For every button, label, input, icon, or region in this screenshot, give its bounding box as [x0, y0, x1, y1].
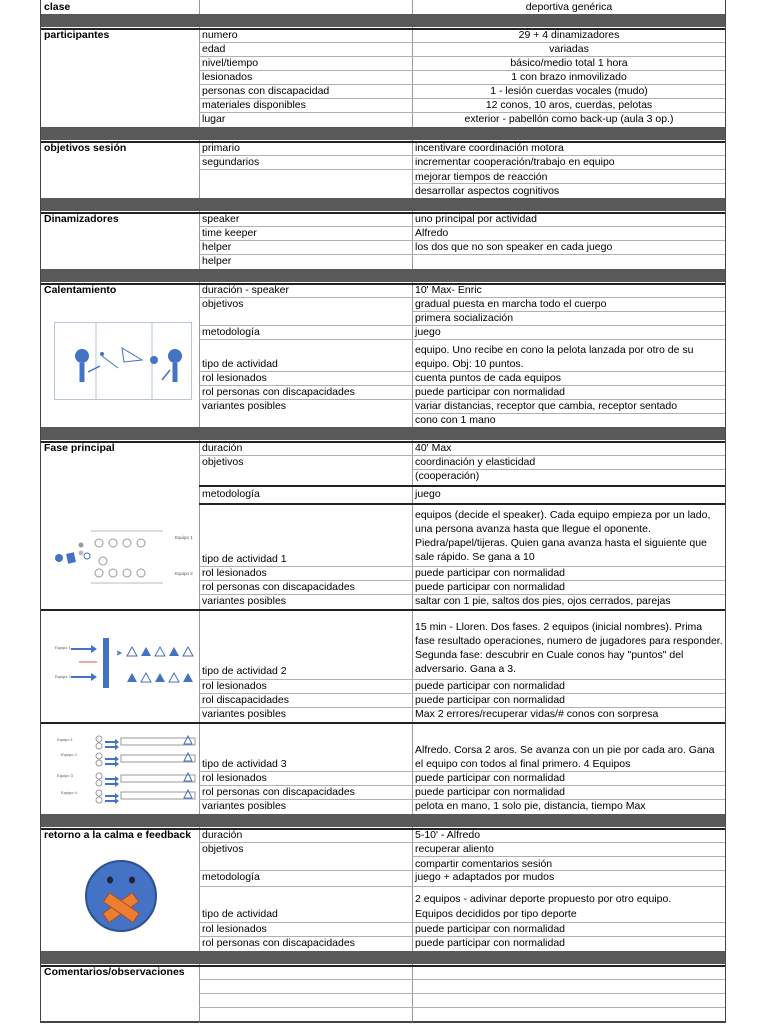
field-value: equipo. Uno recibe en cono la pelota lanzada por otro de su equipo. Obj: 10 puntos. — [415, 344, 694, 370]
field-label: rol lesionados — [202, 923, 267, 935]
field-label: lugar — [202, 113, 226, 125]
field-value: compartir comentarios sesión — [415, 858, 553, 870]
field-value: 1 con brazo inmovilizado — [511, 71, 627, 83]
field-label: speaker — [202, 213, 240, 225]
field-label: metodología — [202, 326, 260, 338]
section-title: Calentamiento — [44, 284, 117, 296]
field-value: los dos que no son speaker en cada juego — [415, 241, 613, 253]
field-value: 15 min - Lloren. Dos fases. 2 equipos (inicial nombres). Prima fase resultado operaciones, numero de jugadores para responder. Segunda fase: descubrir en Cuale conos hay "puntos" del adversario. Gana a 3. — [415, 621, 723, 675]
field-label: rol lesionados — [202, 372, 267, 384]
field-label: time keeper — [202, 227, 257, 239]
field-value: variar distancias, receptor que cambia, receptor sentado — [415, 400, 678, 412]
field-label: tipo de actividad 3 — [202, 758, 287, 770]
field-label: edad — [202, 43, 226, 55]
activity3-diagram — [55, 732, 199, 804]
field-value: cono con 1 mano — [415, 414, 496, 426]
field-value: primera socialización — [415, 312, 514, 324]
field-label: rol personas con discapacidades — [202, 786, 355, 798]
field-value: puede participar con normalidad — [415, 786, 566, 798]
field-value: coordinación y elasticidad — [415, 456, 536, 468]
field-value: Equipos decididos por tipo deporte — [415, 908, 577, 920]
field-label: rol discapacidades — [202, 694, 289, 706]
field-value: juego — [415, 326, 441, 338]
field-label: objetivos — [202, 456, 244, 468]
field-value: 2 equipos - adivinar deporte propuesto por otro equipo. — [415, 893, 672, 905]
player-figure — [168, 349, 182, 363]
section-title: Dinamizadores — [44, 213, 119, 225]
mute-face-icon — [83, 858, 159, 934]
player-icon — [55, 554, 63, 562]
player-figure — [75, 349, 89, 363]
field-label: metodología — [202, 871, 260, 883]
session-plan-sheet — [40, 0, 726, 1023]
arrow-icon — [71, 673, 97, 681]
field-value: puede participar con normalidad — [415, 772, 566, 784]
section-band — [41, 951, 725, 964]
diagram-label: Equipo 4 — [61, 790, 77, 795]
field-label: variantes posibles — [202, 708, 287, 720]
section-title: clase — [44, 1, 71, 13]
diagram-label: Equipo 3 — [57, 773, 73, 778]
section-band — [41, 814, 725, 827]
activity2-diagram — [53, 636, 197, 690]
field-value: variadas — [549, 43, 589, 55]
field-value: puede participar con normalidad — [415, 923, 566, 935]
field-label: materiales disponibles — [202, 99, 306, 111]
field-value: 5-10' - Alfredo — [415, 829, 481, 841]
field-value: 12 conos, 10 aros, cuerdas, pelotas — [485, 99, 653, 111]
field-value: puede participar con normalidad — [415, 581, 566, 593]
field-value: mejorar tiempos de reacción — [415, 171, 548, 183]
field-label: personas con discapacidad — [202, 85, 330, 97]
field-label: lesionados — [202, 71, 253, 83]
field-value: 40' Max — [415, 442, 452, 454]
field-value: Max 2 errores/recuperar vidas/# conos con sorpresa — [415, 708, 659, 720]
field-label: rol lesionados — [202, 772, 267, 784]
section-title: participantes — [44, 29, 110, 41]
field-label: variantes posibles — [202, 595, 287, 607]
field-label: primario — [202, 142, 240, 154]
section-title: retorno a la calma e feedback — [44, 829, 192, 841]
field-label: rol lesionados — [202, 567, 267, 579]
section-band — [41, 14, 725, 27]
field-value: uno principal por actividad — [415, 213, 537, 225]
clase-row — [41, 0, 725, 14]
field-label: rol personas con discapacidades — [202, 937, 355, 949]
field-value: juego + adaptados por mudos — [415, 871, 555, 883]
field-label: duración — [202, 442, 243, 454]
field-value: Alfredo. Corsa 2 aros. Se avanza con un pie por cada aro. Gana el equipo con todos al final primero. 4 Equipos — [415, 744, 715, 770]
field-value: básico/medio total 1 hora — [510, 57, 628, 69]
field-value: puede participar con normalidad — [415, 386, 566, 398]
field-value: recuperar aliento — [415, 843, 494, 855]
field-label: tipo de actividad — [202, 908, 278, 920]
field-value: (cooperación) — [415, 470, 480, 482]
field-value: pelota en mano, 1 solo pie, distancia, tiempo Max — [415, 800, 646, 812]
field-value: exterior - pabellón como back-up (aula 3 op.) — [464, 113, 674, 125]
field-value: equipos (decide el speaker). Cada equipo empieza por un lado, una persona avanza hasta que llegue el oponente. Piedra/papel/tijeras. Quien gana avanza hasta el siguiente que sale rápido. Se gana a 10 — [415, 509, 711, 563]
field-label: helper — [202, 241, 232, 253]
field-label: tipo de actividad 1 — [202, 553, 287, 565]
field-value: puede participar con normalidad — [415, 680, 566, 692]
clase-value: deportiva genérica — [525, 1, 613, 13]
field-value: juego — [415, 488, 441, 500]
field-label: helper — [202, 255, 232, 267]
field-value: incrementar cooperación/trabajo en equipo — [415, 156, 615, 168]
field-label: metodología — [202, 488, 260, 500]
field-value: puede participar con normalidad — [415, 937, 566, 949]
diagram-label: Equipo 2 — [55, 674, 71, 679]
diagram-label: Equipo 1 — [175, 535, 193, 540]
field-label: numero — [202, 29, 238, 41]
field-label: objetivos — [202, 843, 244, 855]
diagram-label: Equipo 2 — [175, 571, 193, 576]
section-band — [41, 427, 725, 440]
field-value: Alfredo — [415, 227, 449, 239]
diagram-label: Equipo 2 — [61, 752, 77, 757]
field-value: puede participar con normalidad — [415, 694, 566, 706]
field-value: puede participar con normalidad — [415, 567, 566, 579]
field-label: tipo de actividad 2 — [202, 665, 287, 677]
section-title: Comentarios/observaciones — [44, 966, 185, 978]
arrow-icons — [105, 739, 119, 804]
section-band — [41, 198, 725, 211]
activity1-diagram — [51, 527, 197, 587]
diagram-label: Equipo 1 — [55, 645, 71, 650]
field-value: gradual puesta en marcha todo el cuerpo — [415, 298, 607, 310]
diagram-label: Equipo 1 — [57, 737, 73, 742]
section-title: Fase principal — [44, 442, 115, 454]
board — [103, 638, 109, 688]
warmup-diagram — [54, 322, 192, 400]
field-label: variantes posibles — [202, 400, 287, 412]
section-title: objetivos sesión — [44, 142, 127, 154]
ball — [150, 356, 158, 364]
cone-icons — [127, 647, 193, 682]
field-label: objetivos — [202, 298, 244, 310]
field-label: segundarios — [202, 156, 260, 168]
field-value: desarrollar aspectos cognitivos — [415, 185, 560, 197]
field-value: incentivare coordinación motora — [415, 142, 564, 154]
field-label: tipo de actividad — [202, 358, 278, 370]
field-value: 29 + 4 dinamizadores — [518, 29, 620, 41]
field-label: rol lesionados — [202, 680, 267, 692]
field-label: variantes posibles — [202, 800, 287, 812]
field-label: duración — [202, 829, 243, 841]
field-value: 1 - lesión cuerdas vocales (mudo) — [490, 85, 648, 97]
field-value: cuenta puntos de cada equipos — [415, 372, 561, 384]
field-value: 10' Max- Enric — [415, 284, 482, 296]
field-label: rol personas con discapacidades — [202, 386, 355, 398]
field-value: saltar con 1 pie, saltos dos pies, ojos cerrados, parejas — [415, 595, 671, 607]
field-label: rol personas con discapacidades — [202, 581, 355, 593]
section-band — [41, 269, 725, 282]
section-band — [41, 127, 725, 140]
field-label: duración - speaker — [202, 284, 289, 296]
field-label: nivel/tiempo — [202, 57, 259, 69]
arrow-icon — [71, 645, 97, 653]
